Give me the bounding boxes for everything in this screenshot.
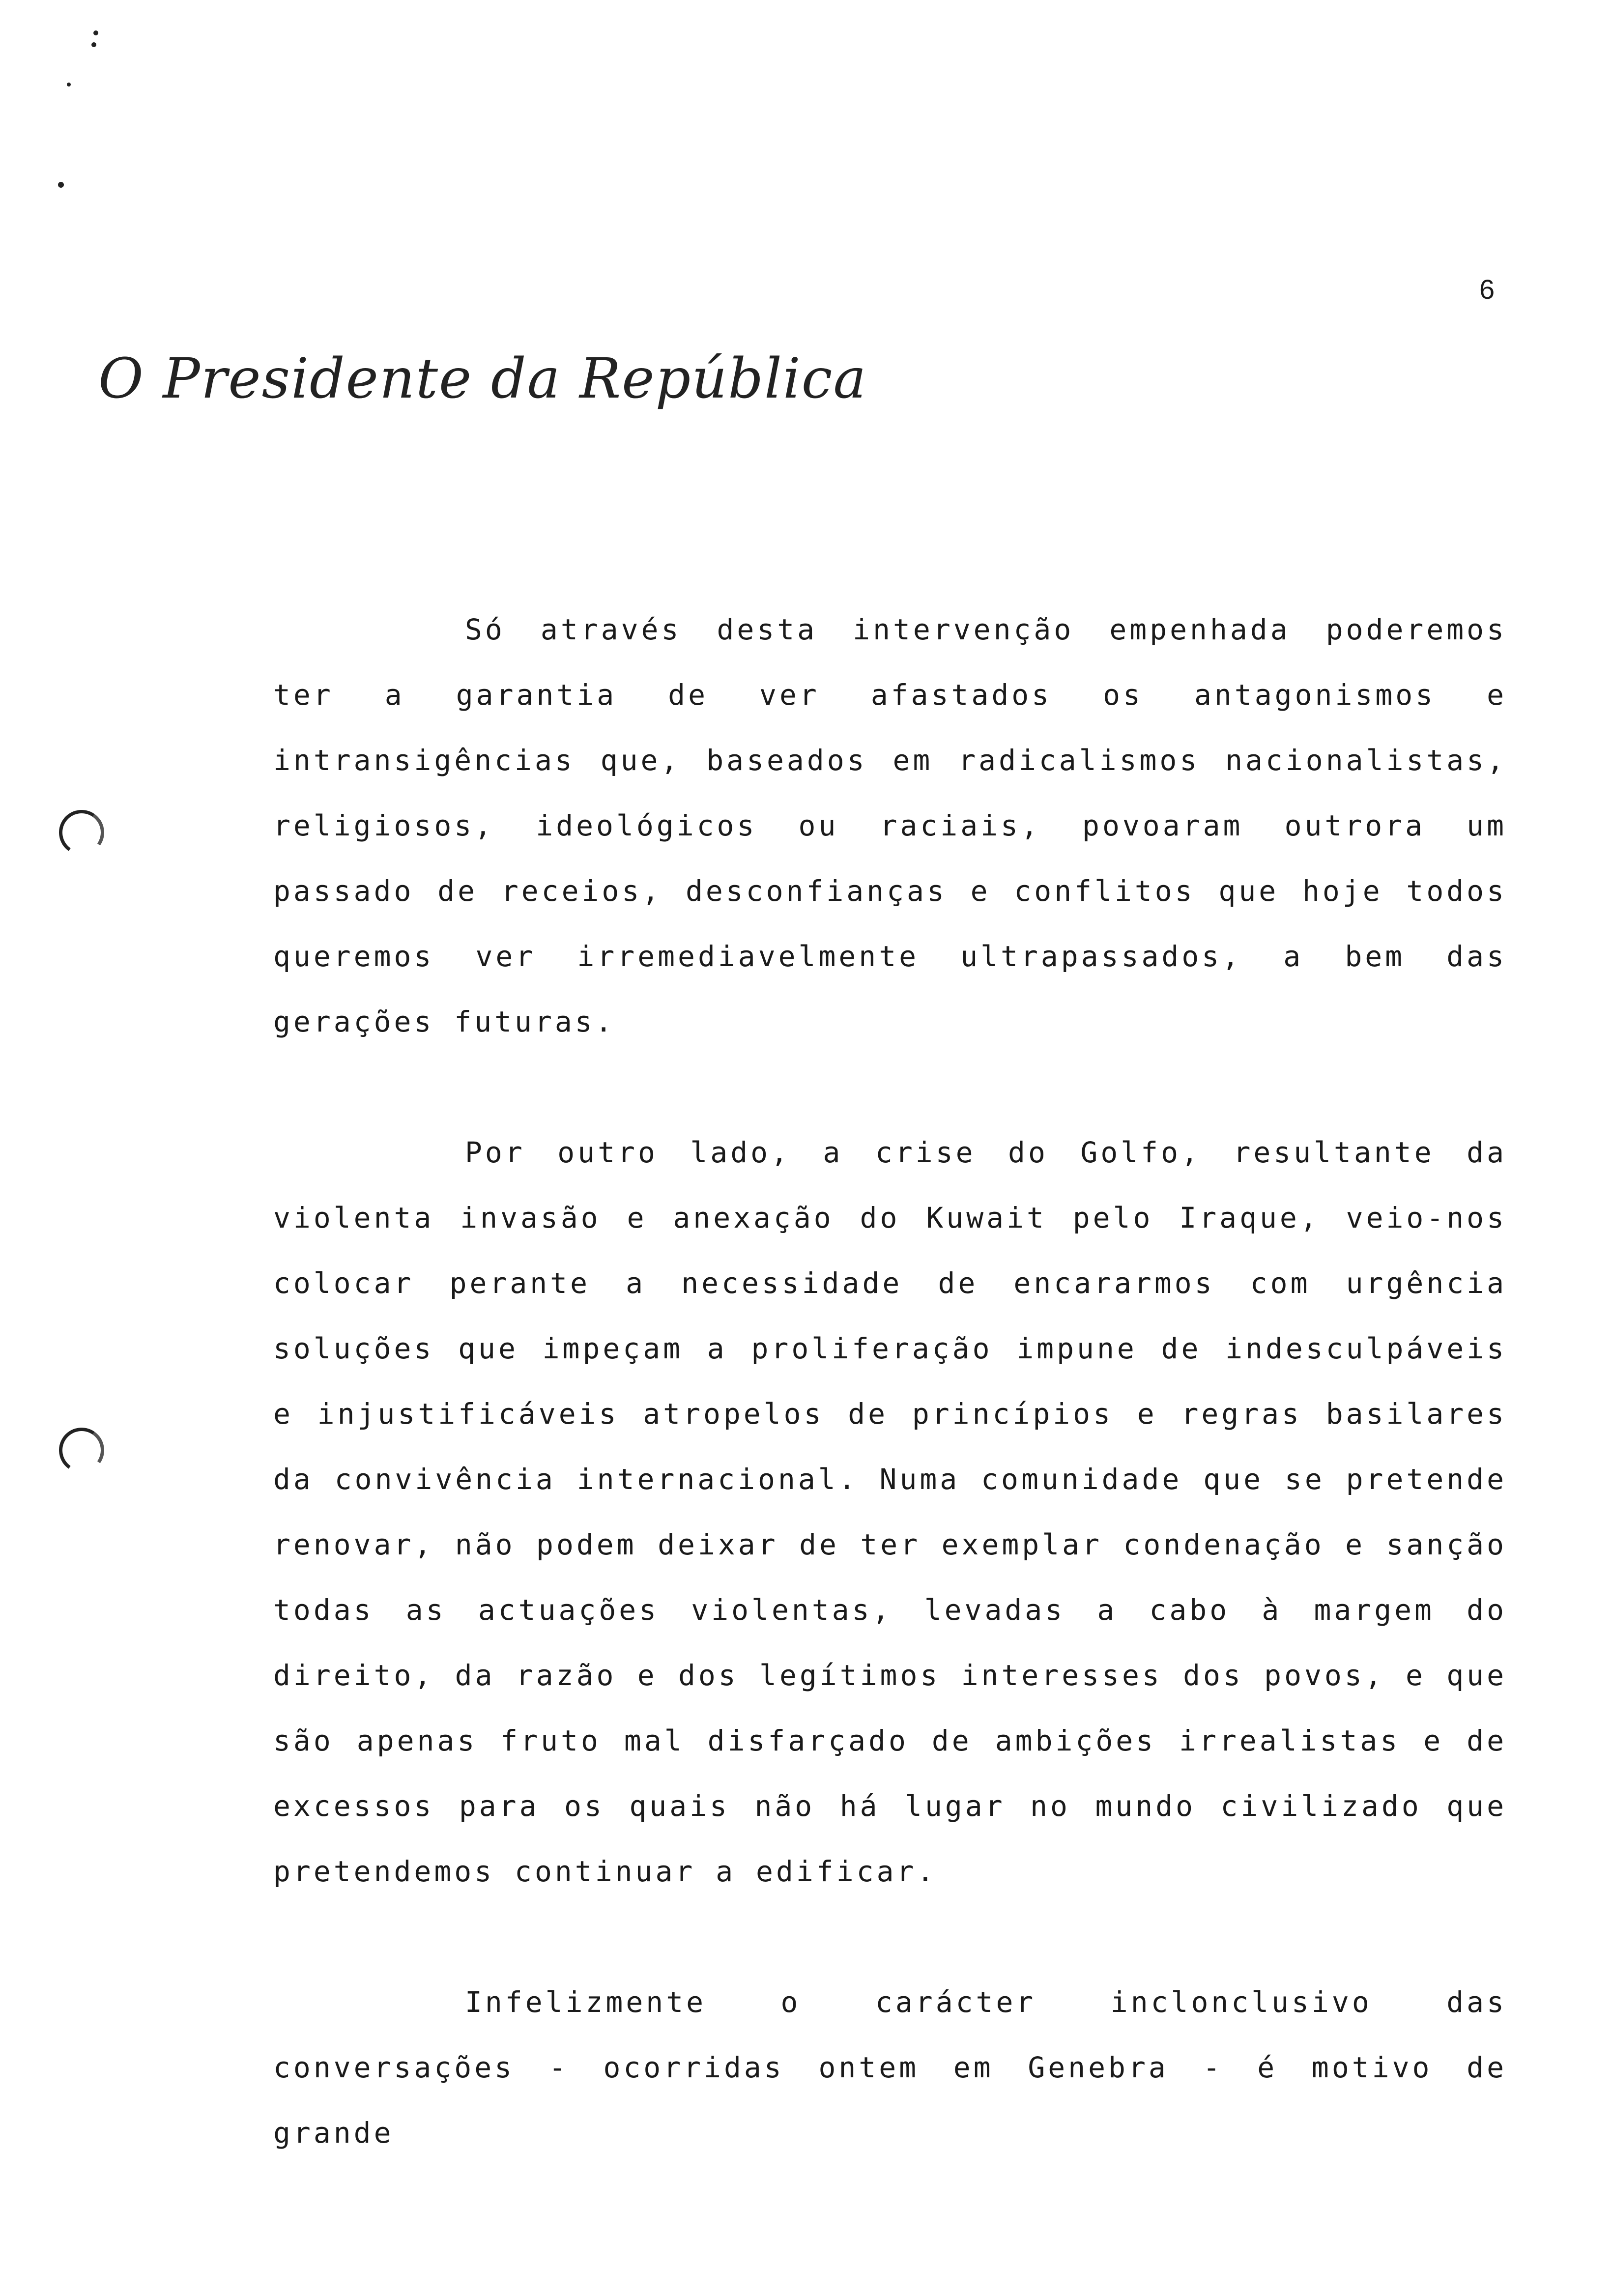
scan-speck [67,83,71,86]
scan-speck [58,182,64,188]
letterhead-title: O Presidente da República [98,347,867,411]
paragraph: Só através desta intervenção empenhada poderemos ter a garantia de ver afastados os antagonismos e intransigências que, baseados em radicalismos nacionalistas, religiosos, ideológicos ou raciais, povoaram outrora um passado de receios, desconfianças e conflitos que hoje todos queremos ver irremediavelmente ultrapassados, a bem das gerações futuras. [273,613,1507,1038]
paragraph: Infelizmente o carácter inclonclusivo das conversações - ocorridas ontem em Genebra - é motivo de grande [273,1985,1507,2150]
scan-speck [93,30,98,35]
document-body [273,597,1507,2166]
scan-speck [91,42,96,47]
paragraph: Por outro lado, a crise do Golfo, resultante da violenta invasão e anexação do Kuwait pelo Iraque, veio-nos colocar perante a necessidade de encararmos com urgência soluções que impeçam a proliferação impune de indesculpáveis e injustificáveis atropelos de princípios e regras basilares da convivência internacional. Numa comunidade que se pretende renovar, não podem deixar de ter exemplar condenação e sanção todas as actuações violentas, levadas a cabo à margem do direito, da razão e dos legítimos interesses dos povos, e que são apenas fruto mal disfarçado de ambições irrealistas e de excessos para os quais não há lugar no mundo civilizado que pretendemos continuar a edificar. [273,1136,1507,1888]
page-number: 6 [1479,274,1495,305]
punch-hole-mark [56,1424,108,1477]
punch-hole-mark [56,806,108,859]
